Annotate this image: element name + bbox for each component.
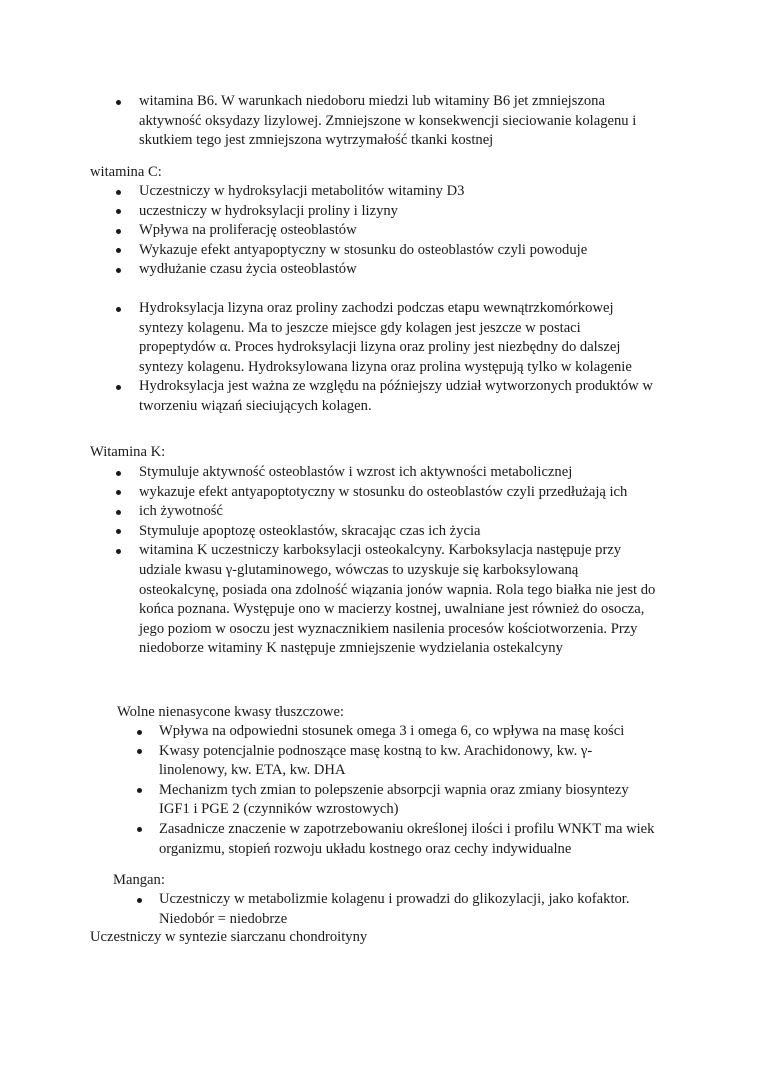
bullet-icon bbox=[116, 549, 121, 554]
vitamin-k-list bbox=[139, 463, 659, 659]
vitamin-c-heading: witamina C: bbox=[90, 164, 162, 180]
bullet-icon bbox=[137, 749, 142, 754]
list-item bbox=[139, 463, 659, 483]
bullet-icon bbox=[116, 471, 121, 476]
list-item-text: witamina B6. W warunkach niedoboru miedzi lub witaminy B6 jet zmniejszona aktywność oksydazy lizylowej. Zmniejszone w konsekwencji sieciowanie kolagenu i skutkiem tego jest zmniejszona wytrzymałość tkanki kostnej bbox=[139, 93, 637, 149]
list-item-text: Uczestniczy w hydroksylacji metabolitów witaminy D3 bbox=[139, 183, 465, 199]
list-item bbox=[159, 742, 659, 781]
list-item bbox=[139, 221, 659, 241]
list-item-text: Wpływa na odpowiedni stosunek omega 3 i omega 6, co wpływa na masę kości bbox=[159, 723, 625, 739]
list-item-text: Uczestniczy w metabolizmie kolagenu i prowadzi do glikozylacji, jako kofaktor. Niedobór = niedobrze bbox=[159, 891, 630, 927]
vitamin-k-heading: Witamina K: bbox=[90, 444, 166, 460]
list-item-text: wykazuje efekt antyapoptotyczny w stosunku do osteoblastów czyli przedłużają ich bbox=[139, 483, 628, 500]
bullet-icon bbox=[116, 248, 121, 253]
list-item-text: Kwasy potencjalnie podnoszące masę kostną to kw. Arachidonowy, kw. γ-linolenowy, kw. ETA, kw. DHA bbox=[159, 742, 593, 779]
fatty-acids-list bbox=[159, 722, 659, 859]
bullet-icon bbox=[116, 385, 121, 390]
list-item bbox=[159, 722, 659, 742]
manganese-footer-line: Uczestniczy w syntezie siarczanu chondroityny bbox=[90, 929, 368, 945]
list-item-text: wydłużanie czasu życia osteoblastów bbox=[139, 261, 357, 278]
bullet-icon bbox=[116, 209, 121, 214]
bullet-icon bbox=[116, 229, 121, 234]
list-item-text: Hydroksylacja jest ważna ze względu na późniejszy udział wytworzonych produktów w tworzeniu wiązań sieciujących kolagen. bbox=[139, 378, 653, 414]
list-item-text: witamina K uczestniczy karboksylacji osteokalcyny. Karboksylacja następuje przy udziale kwasu γ-glutaminowego, wówczas to uzyskuje się karboksylowaną osteokalcynę, posiada ona zdolność wiązania jonów wapnia. Rola tego białka nie jest do końca poznana. Występuje ono w macierzy kostnej, uwalniane jest również do osocza, jego poziom w osoczu jest wyznacznikiem nasilenia procesów kościotworzenia. Przy niedoborze witaminy K następuje zmniejszenie wydzielania ostekalcyny bbox=[139, 542, 656, 657]
bullet-icon bbox=[116, 490, 121, 495]
bullet-icon bbox=[116, 307, 121, 312]
list-item bbox=[139, 182, 659, 202]
list-item bbox=[139, 502, 659, 522]
bullet-icon bbox=[116, 529, 121, 534]
bullet-icon bbox=[116, 100, 121, 105]
list-item bbox=[139, 377, 659, 416]
list-item bbox=[139, 541, 659, 659]
bullet-icon bbox=[137, 730, 142, 735]
vitamin-c-list bbox=[139, 182, 659, 280]
list-item bbox=[139, 299, 659, 377]
list-item-text: Zasadnicze znaczenie w zapotrzebowaniu określonej ilości i profilu WNKT ma wiek organizmu, stopień rozwoju układu kostnego oraz cechy indywidualne bbox=[159, 820, 655, 857]
bullet-icon bbox=[137, 788, 142, 793]
list-item-text: Stymuluje apoptozę osteoklastów, skracając czas ich życia bbox=[139, 522, 481, 539]
vitamin-c-hydroxylation-list bbox=[139, 299, 659, 417]
list-item-text: Hydroksylacja lizyna oraz proliny zachodzi podczas etapu wewnątrzkomórkowej syntezy kolagenu. Ma to jeszcze miejsce gdy kolagen jest jeszcze w postaci propeptydów α. Proces hydroksylacji lizyna oraz proliny jest niezbędny do dalszej syntezy kolagenu. Hydroksylowana lizyna oraz prolina występują tylko w kolagenie bbox=[139, 300, 632, 375]
list-item-text: ich żywotność bbox=[139, 503, 223, 520]
list-item bbox=[139, 241, 659, 261]
list-item bbox=[159, 820, 659, 859]
bullet-icon bbox=[137, 827, 142, 832]
list-item-text: Stymuluje aktywność osteoblastów i wzrost ich aktywności metabolicznej bbox=[139, 464, 573, 480]
bullet-icon bbox=[116, 190, 121, 195]
list-item-text: Mechanizm tych zmian to polepszenie absorpcji wapnia oraz zmiany biosyntezy IGF1 i PGE 2 (czynników wzrostowych) bbox=[159, 781, 629, 818]
list-item bbox=[139, 483, 659, 503]
list-item-text: Wpływa na proliferację osteoblastów bbox=[139, 222, 357, 239]
bullet-icon bbox=[137, 898, 142, 903]
list-item bbox=[139, 522, 659, 542]
b6-list bbox=[139, 92, 639, 151]
list-item bbox=[159, 890, 669, 929]
fatty-acids-heading: Wolne nienasycone kwasy tłuszczowe: bbox=[117, 704, 344, 720]
manganese-list bbox=[159, 890, 669, 929]
list-item bbox=[139, 202, 659, 222]
bullet-icon bbox=[116, 268, 121, 273]
list-item bbox=[139, 260, 659, 280]
list-item-text: uczestniczy w hydroksylacji proliny i lizyny bbox=[139, 202, 398, 219]
manganese-heading: Mangan: bbox=[113, 872, 165, 888]
list-item bbox=[139, 92, 639, 151]
list-item-text: Wykazuje efekt antyapoptyczny w stosunku do osteoblastów czyli powoduje bbox=[139, 241, 588, 258]
list-item bbox=[159, 781, 659, 820]
bullet-icon bbox=[116, 510, 121, 515]
